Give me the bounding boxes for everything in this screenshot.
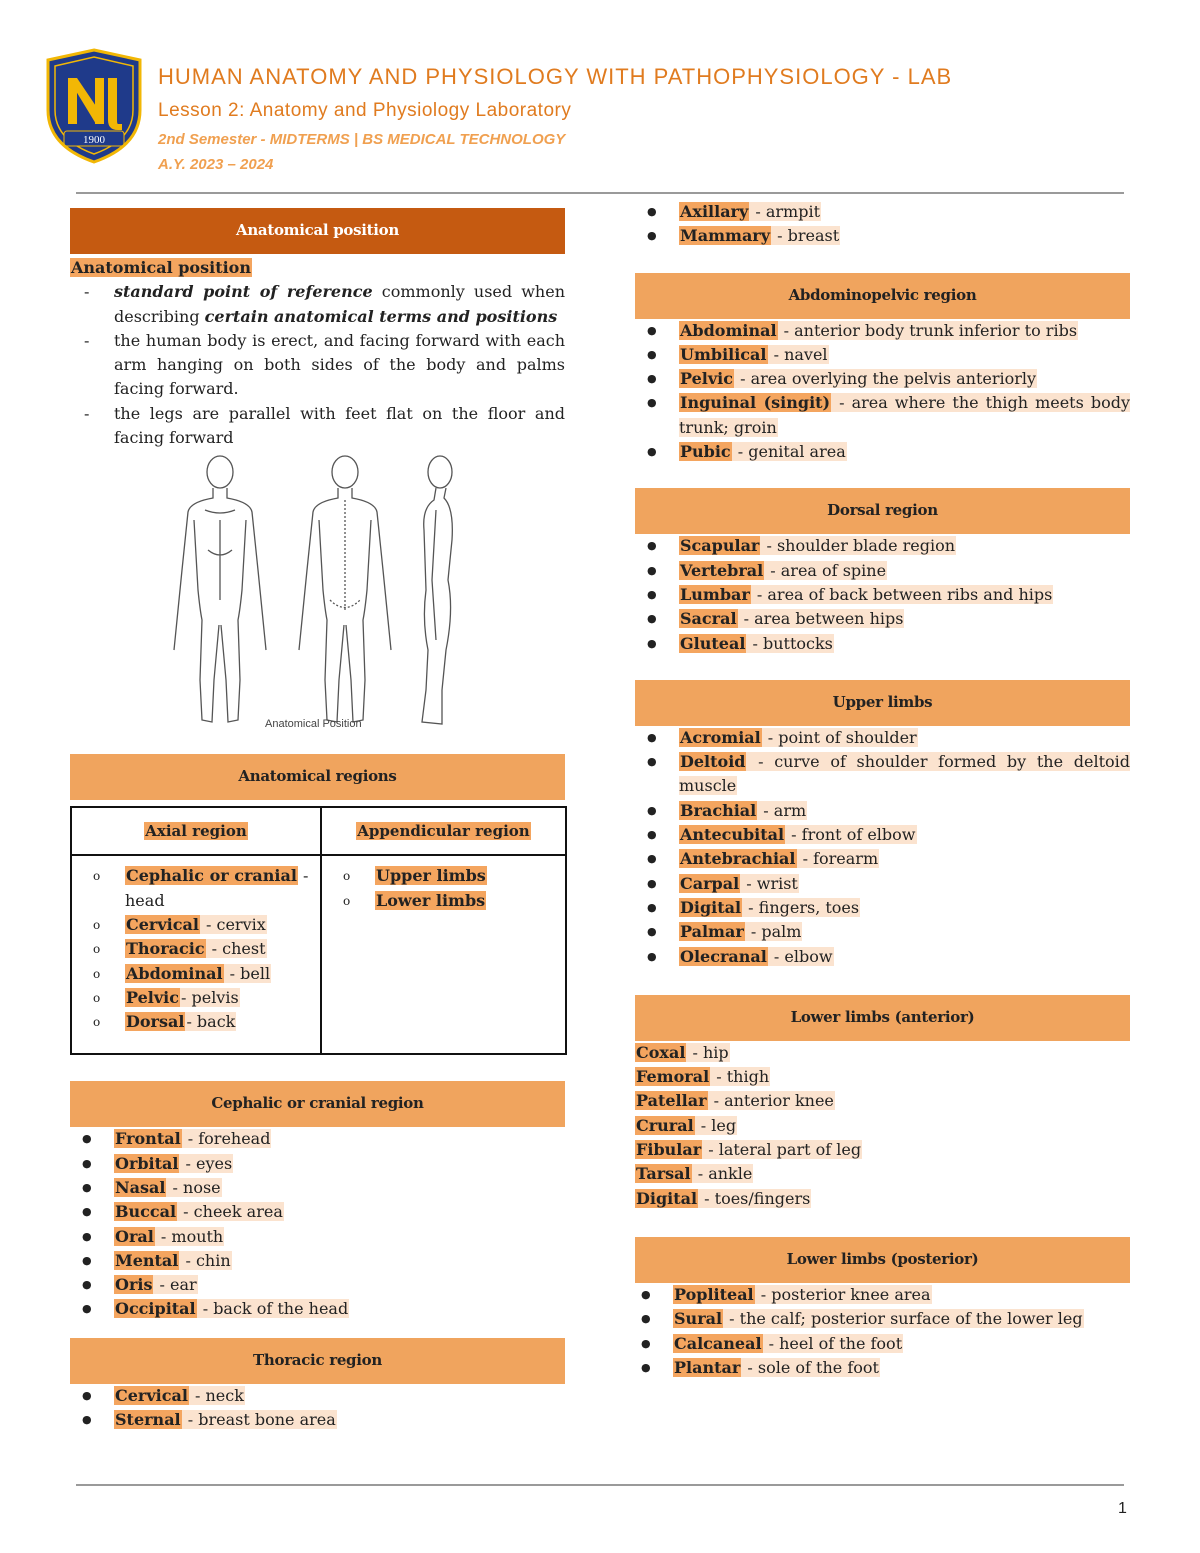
list-item: ● Abdominal - anterior body trunk inferior to ribs — [635, 319, 1130, 343]
left-column — [70, 208, 565, 1432]
list-item: o Upper limbs — [323, 864, 564, 888]
appendicular-cell — [321, 855, 566, 1054]
lower-posterior-list — [629, 1283, 1130, 1380]
axial-cell — [71, 855, 321, 1054]
list-item: ● Inguinal (singit) - area where the thigh meets body trunk; groin — [635, 391, 1130, 440]
list-item: ● Plantar - sole of the foot — [629, 1356, 1130, 1380]
list-item: o Cephalic or cranial - head — [73, 864, 309, 913]
list-item: ● Antebrachial - forearm — [635, 847, 1130, 871]
list-item: o Cervical - cervix — [73, 913, 309, 937]
list-item: ● Digital - fingers, toes — [635, 896, 1130, 920]
list-item: - standard point of reference commonly used when describing certain anatomical terms and positions — [70, 280, 565, 329]
appendicular-list — [323, 864, 564, 913]
list-item: ● Nasal - nose — [70, 1176, 565, 1200]
logo-year-text: 1900 — [83, 134, 105, 146]
abdominopelvic-list — [635, 319, 1130, 465]
list-item: ● Brachial - arm — [635, 799, 1130, 823]
section-header-lower-anterior: Lower limbs (anterior) — [635, 995, 1130, 1041]
list-item: Tarsal - ankle — [636, 1164, 753, 1184]
section-header-lower-posterior: Lower limbs (posterior) — [635, 1237, 1130, 1283]
body-outline-illustration — [70, 450, 565, 740]
section-header-anatomical-position: Anatomical position — [70, 208, 565, 254]
list-item: ● Cervical - neck — [70, 1384, 565, 1408]
list-item: ● Buccal - cheek area — [70, 1200, 565, 1224]
list-item: ● Vertebral - area of spine — [635, 559, 1130, 583]
regions-table — [70, 806, 567, 1055]
list-item: o Abdominal - bell — [73, 962, 309, 986]
list-item: ● Oris - ear — [70, 1273, 565, 1297]
university-logo-shield — [44, 48, 144, 164]
list-item: - the legs are parallel with feet flat on the floor and facing forward — [70, 402, 565, 451]
list-item: ● Carpal - wrist — [635, 872, 1130, 896]
list-item: Fibular - lateral part of leg — [636, 1140, 862, 1160]
list-item: Femoral - thigh — [636, 1067, 770, 1087]
list-item: ● Pubic - genital area — [635, 440, 1130, 464]
subheading-anatomical-position: Anatomical position — [71, 258, 251, 277]
list-item: ● Sternal - breast bone area — [70, 1408, 565, 1432]
section-header-thoracic: Thoracic region — [70, 1338, 565, 1384]
axial-header: Axial region — [145, 822, 247, 841]
upper-limbs-list — [635, 726, 1130, 969]
list-item: ● Occipital - back of the head — [70, 1297, 565, 1321]
lower-anterior-list — [635, 1041, 1130, 1211]
appendicular-header-cell — [321, 807, 566, 855]
page-number: 1 — [1118, 1500, 1127, 1517]
axial-list — [73, 864, 319, 1034]
lesson-title: Lesson 2: Anatomy and Physiology Laboratory — [158, 100, 572, 121]
list-item: - the human body is erect, and facing forward with each arm hanging on both sides of the body and palms facing forward. — [70, 329, 565, 402]
section-header-anatomical-regions: Anatomical regions — [70, 754, 565, 800]
list-item: ● Antecubital - front of elbow — [635, 823, 1130, 847]
appendicular-header: Appendicular region — [357, 822, 530, 841]
list-item: ● Sacral - area between hips — [635, 607, 1130, 631]
list-item: ● Mental - chin — [70, 1249, 565, 1273]
anatomical-position-figure — [70, 450, 565, 740]
section-header-cephalic: Cephalic or cranial region — [70, 1081, 565, 1127]
list-item: Patellar - anterior knee — [636, 1091, 834, 1111]
list-item: o Pelvic - pelvis — [73, 986, 309, 1010]
dorsal-list — [635, 534, 1130, 655]
footer-divider — [76, 1484, 1124, 1486]
section-header-dorsal: Dorsal region — [635, 488, 1130, 534]
list-item: ● Mammary - breast — [635, 224, 1130, 248]
list-item: ● Pelvic - area overlying the pelvis anteriorly — [635, 367, 1130, 391]
cephalic-list — [70, 1127, 565, 1321]
page-title: HUMAN ANATOMY AND PHYSIOLOGY WITH PATHOPHYSIOLOGY - LAB — [158, 64, 953, 89]
list-item: ● Orbital - eyes — [70, 1152, 565, 1176]
list-item: ● Palmar - palm — [635, 920, 1130, 944]
figure-caption: Anatomical Position — [265, 718, 362, 731]
list-item: ● Oral - mouth — [70, 1225, 565, 1249]
anatomical-position-list — [70, 280, 565, 450]
list-item: o Dorsal - back — [73, 1010, 309, 1034]
list-item: ● Sural - the calf; posterior surface of the lower leg — [629, 1307, 1130, 1331]
header-divider — [76, 192, 1124, 194]
list-item: Crural - leg — [636, 1115, 737, 1135]
list-item: ● Olecranal - elbow — [635, 945, 1130, 969]
list-item: Coxal - hip — [636, 1042, 729, 1062]
list-item: ● Axillary - armpit — [635, 200, 1130, 224]
axial-header-cell — [71, 807, 321, 855]
list-item: ● Acromial - point of shoulder — [635, 726, 1130, 750]
list-item: ● Lumbar - area of back between ribs and hips — [635, 583, 1130, 607]
list-item: ● Popliteal - posterior knee area — [629, 1283, 1130, 1307]
semester-line: 2nd Semester - MIDTERMS | BS MEDICAL TECHNOLOGY — [158, 131, 566, 148]
list-item: ● Umbilical - navel — [635, 343, 1130, 367]
list-item: ● Scapular - shoulder blade region — [635, 534, 1130, 558]
list-item: ● Gluteal - buttocks — [635, 632, 1130, 656]
thoracic-list — [70, 1384, 565, 1433]
list-item: Digital - toes/fingers — [636, 1188, 811, 1208]
thoracic-list-continued — [635, 200, 1130, 249]
list-item: o Thoracic - chest — [73, 937, 309, 961]
right-column — [635, 200, 1130, 1380]
section-header-upper-limbs: Upper limbs — [635, 680, 1130, 726]
list-item: ● Frontal - forehead — [70, 1127, 565, 1151]
list-item: ● Calcaneal - heel of the foot — [629, 1332, 1130, 1356]
list-item: ● Deltoid - curve of shoulder formed by the deltoid muscle — [635, 750, 1130, 799]
list-item: o Lower limbs — [323, 889, 564, 913]
academic-year: A.Y. 2023 – 2024 — [158, 156, 274, 173]
section-header-abdominopelvic: Abdominopelvic region — [635, 273, 1130, 319]
